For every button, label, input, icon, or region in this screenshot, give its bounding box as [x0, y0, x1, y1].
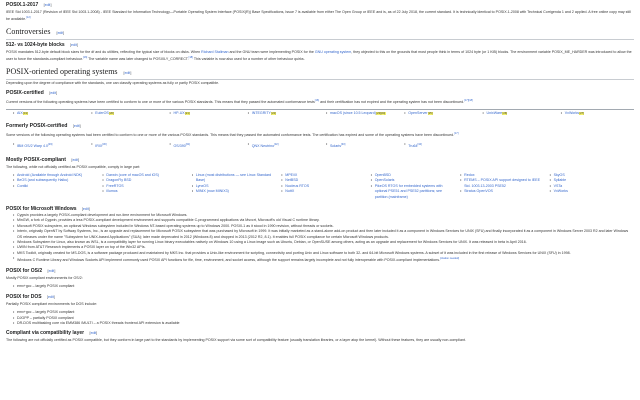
list-item[interactable]: • PikeOS RTOS for embedded systems with optional PSE51 and PSE52 partitions; see partition (mainframe): [370, 184, 455, 200]
list-item[interactable]: • BeOS (and subsequently Haiku): [12, 178, 97, 183]
edit-link[interactable]: [edit]: [81, 207, 90, 212]
mostly-text: The following, while not officially certified as POSIX compatible, comply in large part:: [6, 164, 141, 169]
os2-list: [12, 284, 634, 289]
column: [12, 173, 97, 200]
list-item[interactable]: • VSTa: [549, 184, 634, 189]
edit-link[interactable]: [edit]: [72, 124, 81, 129]
link-gnu-os[interactable]: GNU operating system: [314, 50, 352, 54]
list-item[interactable]: • Nucleus RTOS: [280, 184, 365, 189]
os2-text: Mostly POSIX compliant environments for OS/2:: [6, 275, 83, 280]
column: [459, 173, 544, 200]
reference-link[interactable]: [16]: [82, 56, 88, 60]
dos-text: Partially POSIX compliant environments for DOS include:: [6, 301, 98, 306]
list-item[interactable]: • Solaris[33]: [325, 142, 399, 150]
column: [549, 173, 634, 200]
heading-compat-layer: Compliant via compatibility layer [edit]: [6, 330, 98, 337]
list-item: • emx+gcc – largely POSIX compliant: [12, 284, 634, 289]
list-item[interactable]: • OpenBSD: [370, 173, 455, 178]
list-item: • Cygwin provides a largely POSIX-compliant development and run-time environment for Microsoft Windows.: [12, 213, 634, 218]
reference-link[interactable]: [12]: [26, 16, 31, 20]
list-item[interactable]: • LynxOS: [191, 184, 276, 189]
heading-block-sizes: 512- vs 1024-byte blocks [edit]: [6, 42, 78, 48]
reference-link[interactable]: [18]: [188, 56, 193, 60]
formerly-list: [12, 142, 634, 150]
list-item: • Microsoft POSIX subsystem, an optional Windows subsystem included in Windows NT-based operating systems up to Windows 2000. POSIX-1 as it stood in 1990 revision, without threads or sockets.: [12, 224, 634, 229]
list-item: • MinGW, a fork of Cygwin, provides a less POSIX-compliant development environment and supports compatible C-programmed applications via Msvcrt, Microsoft's old Visual C runtime library.: [12, 218, 634, 223]
heading-certified: POSIX-certified [edit]: [6, 90, 58, 97]
list-item: • DR-DOS multitasking core via EMM386 /MULTI – a POSIX threads frontend API extension is available: [12, 321, 634, 326]
heading-formerly-certified: Formerly POSIX-certified [edit]: [6, 123, 81, 130]
edit-link[interactable]: [edit]: [89, 331, 98, 336]
list-item[interactable]: • Tru64[34]: [403, 142, 477, 150]
list-item[interactable]: • OpenServer[25]: [403, 111, 477, 116]
list-item[interactable]: • OS/390[31]: [169, 142, 243, 150]
edit-link[interactable]: [edit]: [70, 43, 78, 47]
list-item[interactable]: • VxWorks[27]: [560, 111, 634, 116]
list-item[interactable]: • Android (Available through Android NDK): [12, 173, 97, 178]
certified-list: [12, 111, 634, 116]
list-item: • DJGPP – partially POSIX compliant: [12, 316, 634, 321]
list-item[interactable]: • OpenSolaris: [370, 178, 455, 183]
list-item[interactable]: • macOS (since 10.5 Leopard)[23][24]: [325, 111, 399, 116]
posix-os-intro: Depending upon the degree of compliance with the standards, one can classify operating systems as fully or partly POSIX compatible.: [6, 81, 220, 85]
list-item[interactable]: • IBM OS/2 Warp 4.0[29]: [12, 142, 86, 150]
list-item[interactable]: • IRIX[30]: [90, 142, 164, 150]
heading-posix-os: POSIX-oriented operating systems [edit]: [6, 66, 634, 80]
list-item[interactable]: • FreeRTOS: [101, 184, 186, 189]
edit-link[interactable]: [edit]: [56, 31, 65, 35]
heading-dos: POSIX for DOS [edit]: [6, 293, 55, 300]
list-item[interactable]: • Stratus OpenVOS: [459, 189, 544, 194]
block-sizes-text: POSIX mandates 512-byte default block sizes for the df and du utilities, reflecting the typical size of blocks on disks. When Richard Stallman and the GNU team were implementing POSIX for the GNU operating system, they objected to this on the grounds that most people think in terms of 1024 byte (or 1 KiB) blocks. The environment variable POSIX_ME_HARDER was introduced to allow the user to force the standards-compliant behaviour.[16] The variable name was later changed to POSIXLY_CORRECT.[18] This variable is now also used for a number of other behaviour quirks.: [6, 50, 632, 62]
list-item: • MKS Toolkit, originally created for MS-DOS, is a software package produced and maintained by MKS Inc. that provides a Unix-like environment for scripting, connectivity and porting Unix and Linux software to both 32- and 64-bit Microsoft Windows systems. A subset of it was included in the first release of Windows Services for UNIX (SFU) in 1998.: [12, 251, 634, 256]
list-item[interactable]: • UnixWare[26]: [482, 111, 556, 116]
list-item[interactable]: • EulerOS[20]: [90, 111, 164, 116]
column: [280, 173, 365, 200]
edit-link[interactable]: [edit]: [49, 91, 58, 96]
section-posix-2017: [6, 2, 634, 23]
column: [370, 173, 455, 200]
posix-2017-text: IEEE Std 1003.1-2017 (Revision of IEEE Std 1003.1-2008) - IEEE Standard for Information Technology—Portable Operating System Interface (POSIX(R)) Base Specifications, Issue 7 is available from either The Open Group or IEEE and is, as of 22 July 2018, the current standard. It is technically identical to POSIX.1-2008 with Technical Corrigenda 1 and 2 applied. A free online copy may still be available.[12]: [6, 10, 631, 22]
compat-text: The following are not officially certified as POSIX compatible, but they conform in large part to the standards by implementing POSIX support via some sort of compatibility feature (usually translation libraries, or a layer atop the kernel). Without these features, they are usually non-compliant.: [6, 338, 466, 343]
list-item[interactable]: • AIX[19]: [12, 111, 86, 116]
list-item[interactable]: • Redox: [459, 173, 544, 178]
list-item[interactable]: • VxWorks: [549, 189, 634, 194]
list-item: • Windows C Runtime Library and Windows Sockets API implement commonly used POSIX API functions for file, time, environment, and socket access, although the support remains largely incomplete and not fully interoperable with POSIX-compliant implementations.[citation needed]: [12, 256, 634, 264]
list-item: • UWIN from AT&T Research implements a POSIX layer on top of the Win32 APIs.: [12, 245, 634, 250]
list-item: • emx+gcc – largely POSIX compliant: [12, 310, 634, 315]
list-item[interactable]: • Linux (most distributions — see Linux Standard Base): [191, 173, 276, 184]
list-item[interactable]: • Syllable: [549, 178, 634, 183]
edit-link[interactable]: [edit]: [43, 3, 52, 7]
edit-link[interactable]: [edit]: [46, 294, 55, 299]
mostly-compliant-columns: [12, 173, 634, 200]
list-item[interactable]: • MINIX (now MINIX3): [191, 189, 276, 194]
section-controversies: [6, 26, 634, 63]
windows-list: [12, 213, 634, 264]
list-item[interactable]: • SkyOS: [549, 173, 634, 178]
list-item[interactable]: • QNX Neutrino[32]: [247, 142, 321, 150]
edit-link[interactable]: [edit]: [71, 157, 80, 162]
list-item[interactable]: • Darwin (core of macOS and iOS): [101, 173, 186, 178]
formerly-text: Some versions of the following operating systems had been certified to conform to one or more of the various POSIX standards. This means that they passed the automated conformance tests. The certification has expired and some of the operating systems have been discontinued.[17]: [6, 132, 459, 138]
list-item[interactable]: • illumos: [101, 189, 186, 194]
heading-windows: POSIX for Microsoft Windows [edit]: [6, 206, 90, 213]
list-item[interactable]: • NetBSD: [280, 178, 365, 183]
edit-link[interactable]: [edit]: [123, 71, 132, 75]
dos-list: [12, 310, 634, 326]
list-item[interactable]: • Contiki: [12, 184, 97, 189]
list-item[interactable]: • HP-UX[21]: [169, 111, 243, 116]
edit-link[interactable]: [edit]: [47, 268, 56, 273]
heading-os2: POSIX for OS/2 [edit]: [6, 267, 56, 274]
list-item: • Windows Subsystem for Linux, also known as WSL, is a compatibility layer for running Linux binary executables natively on Windows 10 using a Linux image such as Ubuntu, Debian, or OpenSUSE among others, acting as an upgrade and replacement for Windows Services for UNIX. It was released in beta in April 2016.: [12, 240, 634, 245]
citation-needed-link[interactable]: [citation needed]: [440, 257, 460, 261]
list-item[interactable]: • INTEGRITY[22]: [247, 111, 321, 116]
column: [191, 173, 276, 200]
heading-mostly-compliant: Mostly POSIX-compliant [edit]: [6, 156, 80, 163]
list-item[interactable]: • RTEMS – POSIX API support designed to IEEE Std. 1003.13-2003 PSE52: [459, 178, 544, 189]
heading-controversies: Controversies [edit]: [6, 26, 634, 40]
list-item[interactable]: • NuttX: [280, 189, 365, 194]
list-item[interactable]: • DragonFly BSD: [101, 178, 186, 183]
link-richard-stallman[interactable]: Richard Stallman: [201, 50, 229, 54]
list-item[interactable]: • MPE/iX: [280, 173, 365, 178]
column: [101, 173, 186, 200]
heading-posix-2017: POSIX.1-2017 [edit]: [6, 2, 52, 8]
list-item: • Interix, originally OpenNT by Softway Systems, Inc., is an upgrade and replacement for Microsoft POSIX subsystem that was purchased by Microsoft in 1999. It was initially marketed as a stand-alone add-on product and then later included it as a component in Windows Services for UNIX (SFU) and finally incorporated it as a component in Windows Server 2003 R2 and later Windows OS releases under the name "Subsystem for UNIX-based Applications" (SUA); later made deprecated in 2012 (Windows 8) and dropped in 2013 (2012 R2, 8.1). It enables full POSIX compliance for certain Microsoft Windows products.: [12, 229, 634, 240]
certified-text: Current versions of the following operating systems have been certified to conform to one or more of the various POSIX standards. This means that they passed the automated conformance tests[16] and their certification has not expired and the operating system has not been discontinued.[17][18]: [6, 99, 473, 105]
section-posix-os: [6, 66, 634, 344]
